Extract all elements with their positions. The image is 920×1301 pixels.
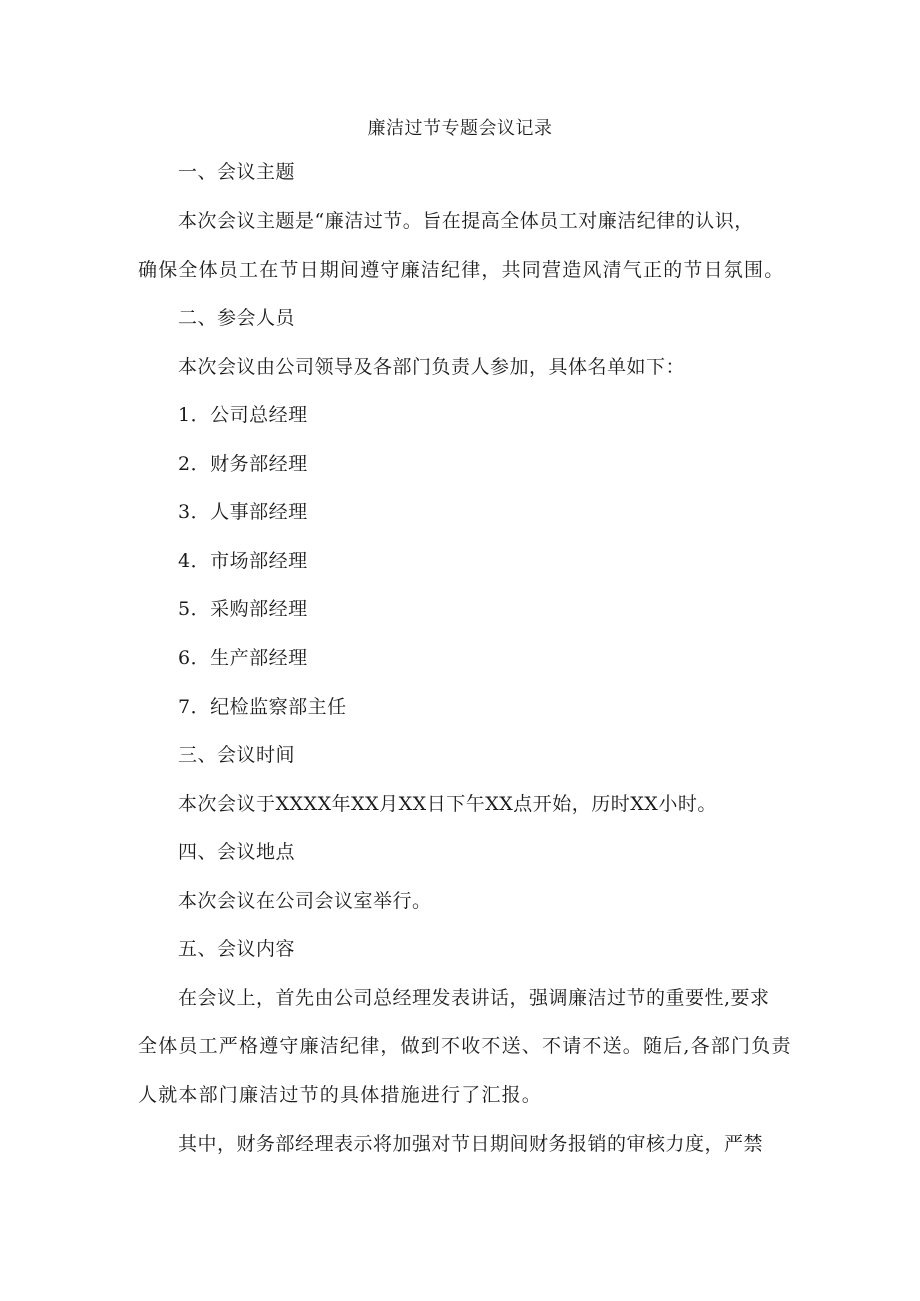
list-item: 7．纪检监察部主任 [178,696,347,718]
paragraph-line: 人就本部门廉洁过节的具体措施进行了汇报。 [138,1084,543,1106]
list-item: 4．市场部经理 [178,550,308,572]
paragraph-line: 在会议上，首先由公司总经理发表讲话，强调廉洁过节的重要性,要求 [178,987,770,1009]
list-item: 5．采购部经理 [178,598,308,620]
section-heading-time: 三、会议时间 [178,744,296,766]
paragraph-line: 本次会议于XXXX年XX月XX日下午XX点开始，历时XX小时。 [178,793,717,815]
document-title: 廉洁过节专题会议记录 [367,118,553,139]
section-heading-theme: 一、会议主题 [178,161,296,183]
paragraph-line: 本次会议由公司领导及各部门负责人参加，具体名单如下： [178,356,686,378]
section-heading-content: 五、会议内容 [178,938,296,960]
paragraph-line: 本次会议在公司会议室举行。 [178,890,432,912]
paragraph-line: 全体员工严格遵守廉洁纪律，做到不收不送、不请不送。随后,各部门负责 [138,1035,792,1057]
list-item: 2．财务部经理 [178,453,308,475]
paragraph-line: 其中，财务部经理表示将加强对节日期间财务报销的审核力度，严禁 [178,1133,764,1155]
list-item: 6．生产部经理 [178,647,308,669]
paragraph-line: 本次会议主题是“廉洁过节。旨在提高全体员工对廉洁纪律的认识， [178,210,754,232]
list-item: 1．公司总经理 [178,404,308,426]
paragraph-line: 确保全体员工在节日期间遵守廉洁纪律，共同营造风清气正的节日氛围。 [138,259,785,281]
list-item: 3．人事部经理 [178,501,308,523]
section-heading-attendees: 二、参会人员 [178,307,296,329]
section-heading-location: 四、会议地点 [178,841,296,863]
